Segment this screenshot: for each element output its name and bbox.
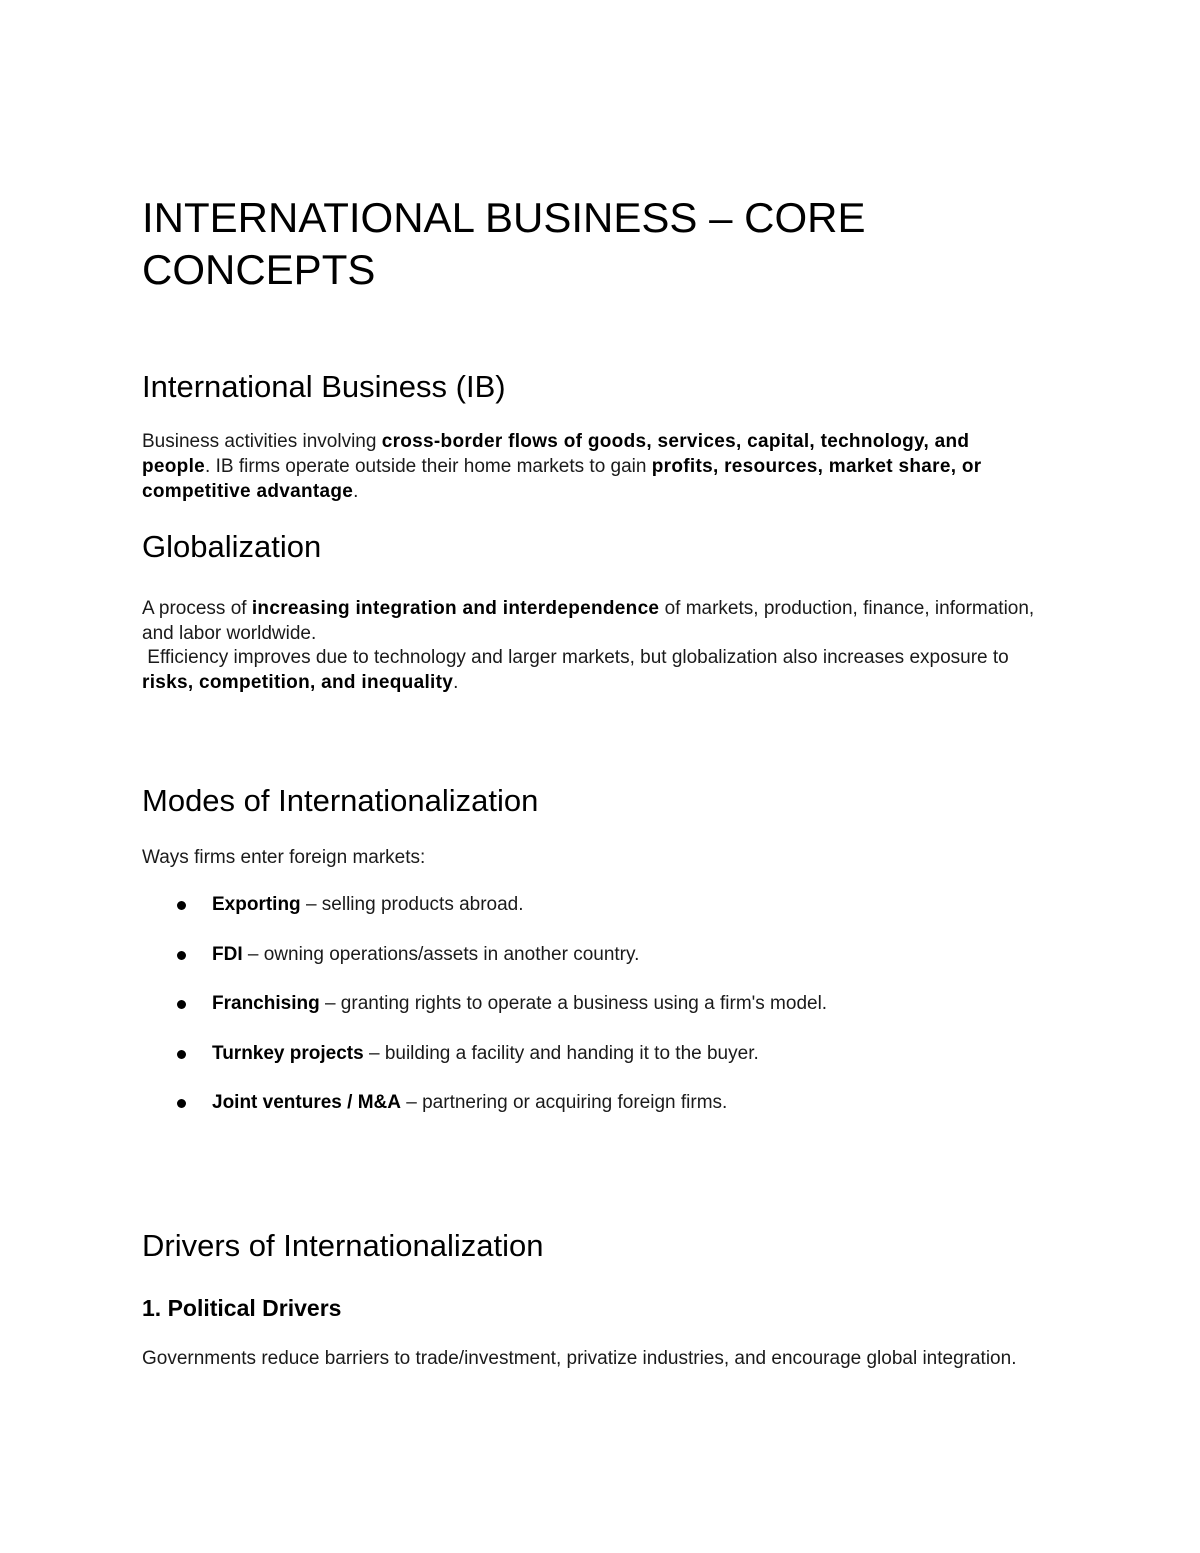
list-item-desc: – granting rights to operate a business using a firm's model. bbox=[319, 993, 828, 1014]
list-item bbox=[142, 1037, 827, 1087]
bold-run: risks, competition, and inequality bbox=[142, 672, 454, 693]
text-run: Business activities involving bbox=[142, 431, 382, 452]
ib-paragraph bbox=[142, 429, 1042, 504]
list-item-term: Exporting bbox=[212, 894, 301, 915]
heading-globalization: Globalization bbox=[142, 529, 322, 564]
bold-run: cross-border flows of goods, services, capital, technology, and people bbox=[142, 431, 970, 477]
political-drivers-paragraph: Governments reduce barriers to trade/investment, privatize industries, and encourage global integration. bbox=[142, 1348, 1017, 1369]
list-item bbox=[142, 987, 827, 1037]
text-run: . bbox=[453, 672, 459, 693]
text-run: A process of bbox=[142, 598, 252, 619]
globalization-paragraph-2 bbox=[142, 645, 1042, 695]
modes-intro: Ways firms enter foreign markets: bbox=[142, 847, 426, 868]
heading-international-business: International Business (IB) bbox=[142, 369, 506, 404]
list-item-term: FDI bbox=[212, 943, 243, 965]
modes-list bbox=[142, 888, 827, 1136]
heading-modes-of-internationalization: Modes of Internationalization bbox=[142, 783, 539, 818]
list-item bbox=[142, 938, 827, 988]
list-item-term: Franchising bbox=[212, 993, 320, 1014]
list-item-desc: – partnering or acquiring foreign firms. bbox=[400, 1092, 728, 1113]
list-item bbox=[142, 888, 827, 938]
heading-political-drivers: 1. Political Drivers bbox=[142, 1295, 342, 1321]
list-item-desc: – selling products abroad. bbox=[300, 894, 524, 915]
text-run: of markets, production, finance, information, and labor worldwide. bbox=[142, 598, 1035, 644]
text-run: Efficiency improves due to technology and larger markets, but globalization also increases exposure to bbox=[142, 647, 1015, 668]
list-item-desc: – owning operations/assets in another country. bbox=[242, 943, 640, 965]
text-run: . bbox=[353, 481, 359, 502]
bold-run: profits, resources, market share, or competitive advantage bbox=[142, 456, 982, 502]
bullet-icon bbox=[177, 901, 186, 910]
globalization-paragraph-1 bbox=[142, 596, 1042, 646]
bullet-icon bbox=[177, 951, 186, 960]
document-title: INTERNATIONAL BUSINESS – CORE CONCEPTS bbox=[142, 194, 866, 293]
list-item bbox=[142, 1086, 827, 1136]
list-item-term: Turnkey projects bbox=[212, 1042, 364, 1064]
text-run: . IB firms operate outside their home markets to gain bbox=[205, 456, 652, 477]
heading-drivers-of-internationalization: Drivers of Internationalization bbox=[142, 1228, 544, 1263]
bullet-icon bbox=[177, 1099, 186, 1108]
bullet-icon bbox=[177, 1000, 186, 1009]
bullet-icon bbox=[177, 1050, 186, 1059]
bold-run: increasing integration and interdependence bbox=[251, 598, 660, 619]
list-item-desc: – building a facility and handing it to the buyer. bbox=[363, 1042, 759, 1064]
list-item-term: Joint ventures / M&A bbox=[212, 1092, 401, 1113]
